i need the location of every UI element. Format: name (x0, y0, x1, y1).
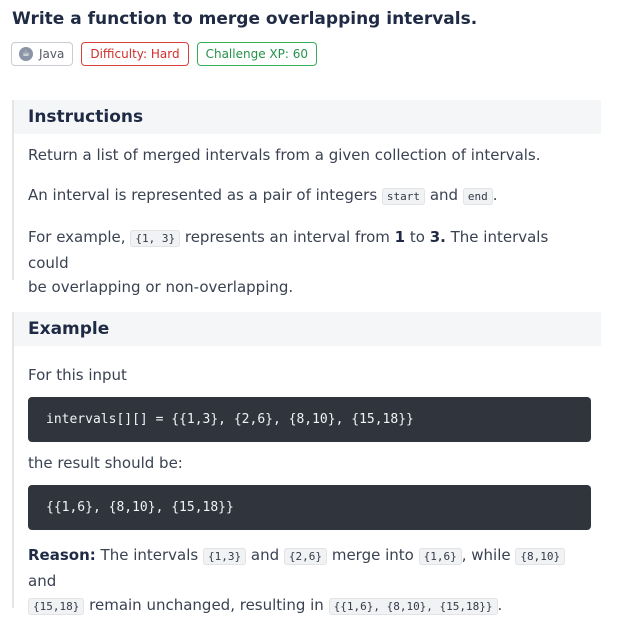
instructions-paragraph-1: Return a list of merged intervals from a given collection of intervals. (28, 146, 541, 164)
result-code-block: {{1,6}, {8,10}, {15,18}} (28, 485, 591, 530)
example-heading: Example (14, 312, 601, 346)
reason-label: Reason: (28, 546, 96, 564)
inline-code-end: end (463, 188, 493, 205)
language-badge (11, 42, 73, 66)
inline-code-start: start (382, 188, 425, 205)
xp-badge: Challenge XP: 60 (197, 42, 317, 66)
instructions-paragraph-3: For example, {1, 3} represents an interval from 1 to 3. The intervals could be overlapping or non-overlapping. (28, 228, 549, 296)
difficulty-badge: Difficulty: Hard (81, 42, 188, 66)
java-icon: ☕ (19, 47, 33, 61)
instructions-heading: Instructions (14, 100, 601, 134)
example-section (12, 312, 601, 614)
reason-paragraph: Reason: The intervals {1,3} and {2,6} merge into {1,6} , while {8,10} and {15,18} remain unchanged, resulting in {{1,6}, {8,10}, {15,18}} . (28, 543, 591, 619)
instructions-paragraph-2: An interval is represented as a pair of integers start and end . (28, 186, 498, 204)
instructions-section (12, 100, 601, 296)
inline-code-example: {1, 3} (130, 230, 180, 247)
page-title: Write a function to merge overlapping intervals. (12, 9, 478, 29)
badge-row (11, 42, 317, 66)
language-label: Java (39, 47, 65, 61)
input-code-block: intervals[][] = {{1,3}, {2,6}, {8,10}, {15,18}} (28, 397, 591, 442)
result-label: the result should be: (28, 454, 183, 472)
input-label: For this input (28, 366, 127, 384)
